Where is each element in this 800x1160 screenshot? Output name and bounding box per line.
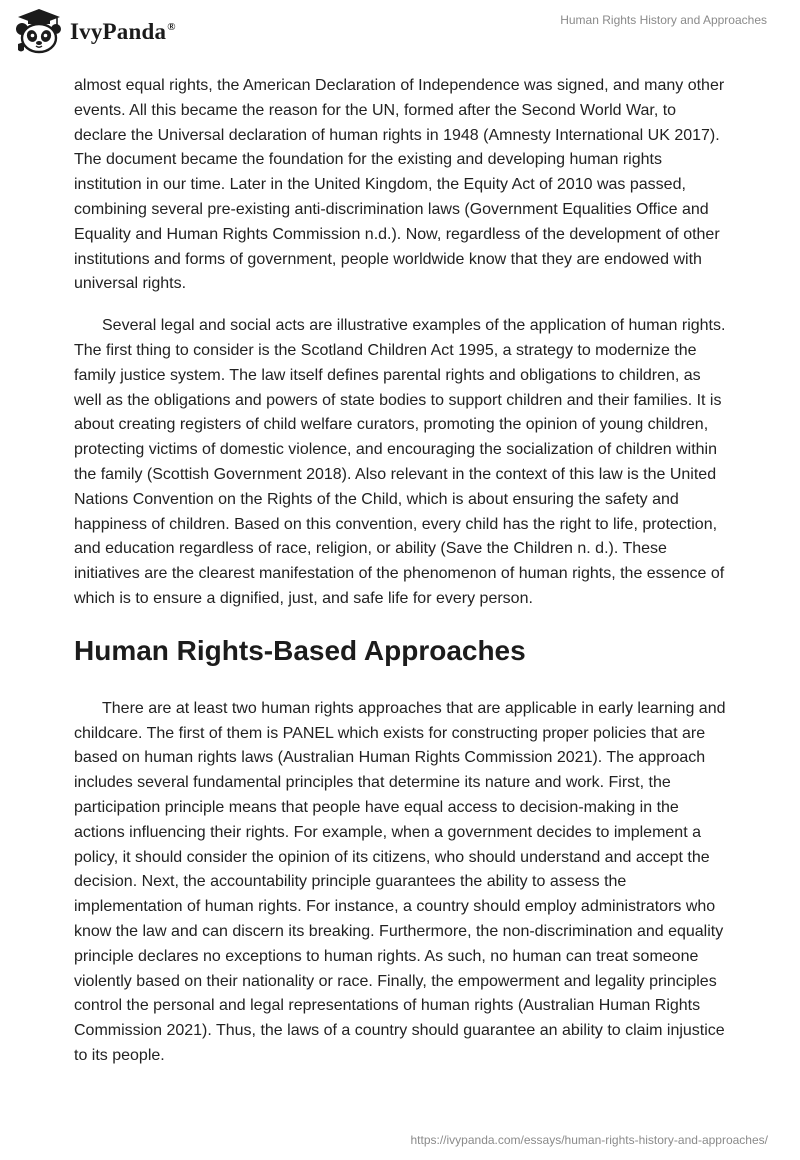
source-url-link[interactable]: https://ivypanda.com/essays/human-rights-history-and-approaches/: [410, 1133, 768, 1147]
essay-body: [74, 74, 726, 1069]
document-title: Human Rights History and Approaches: [560, 13, 767, 27]
paragraph-2: Several legal and social acts are illustrative examples of the application of human rights. The first thing to consider is the Scotland Children Act 1995, a strategy to modernize the family justice system. The law itself defines parental rights and obligations to children, as well as the obligations and powers of state bodies to support children and their families. It is about creating registers of child welfare curators, promoting the opinion of young children, protecting victims of domestic violence, and encouraging the socialization of children within the family (Scottish Government 2018). Also relevant in the context of this law is the United Nations Convention on the Rights of the Child, which is about ensuring the safety and happiness of children. Based on this convention, every child has the right to life, protection, and education regardless of race, religion, or ability (Save the Children n. d.). These initiatives are the clearest manifestation of the phenomenon of human rights, the essence of which is to ensure a dignified, just, and safe life for every person.: [74, 317, 726, 607]
page-header: [0, 0, 800, 62]
panda-graduate-icon: [14, 8, 64, 54]
paragraph-1: almost equal rights, the American Declaration of Independence was signed, and many other events. All this became the reason for the UN, formed after the Second World War, to declare the Universal declaration of human rights in 1948 (Amnesty International UK 2017). The document became the foundation for the existing and developing human rights institution in our time. Later in the United Kingdom, the Equity Act of 2010 was passed, combining several pre-existing anti-discrimination laws (Government Equalities Office and Equality and Human Rights Commission n.d.). Now, regardless of the development of other institutions and forms of government, people worldwide know that they are endowed with universal rights.: [74, 77, 725, 293]
logo-text: IvyPanda: [70, 19, 167, 44]
paragraph-3: There are at least two human rights approaches that are applicable in early learning and childcare. The first of them is PANEL which exists for constructing proper policies that are based on human rights laws (Australian Human Rights Commission 2021). The approach includes several fundamental principles that determine its nature and work. First, the participation principle means that people have equal access to decision-making in the actions influencing their rights. For example, when a government decides to implement a policy, it should consider the opinion of its citizens, who should understand and accept the decision. Next, the accountability principle guarantees the ability to assess the implementation of human rights. For instance, a country should employ administrators who know the law and can discern its breaking. Furthermore, the non-discrimination and equality principle declares no exceptions to human rights. As such, no human can treat someone violently based on their nationality or race. Finally, the empowerment and legality principles control the personal and legal representations of human rights (Australian Human Rights Commission 2021). Thus, the laws of a country should guarantee an ability to claim injustice to its people.: [74, 699, 726, 1064]
logo-wordmark: [70, 19, 176, 45]
section-heading: Human Rights-Based Approaches: [74, 634, 526, 666]
registered-mark: ®: [167, 21, 176, 34]
ivypanda-logo-link[interactable]: [14, 8, 176, 54]
